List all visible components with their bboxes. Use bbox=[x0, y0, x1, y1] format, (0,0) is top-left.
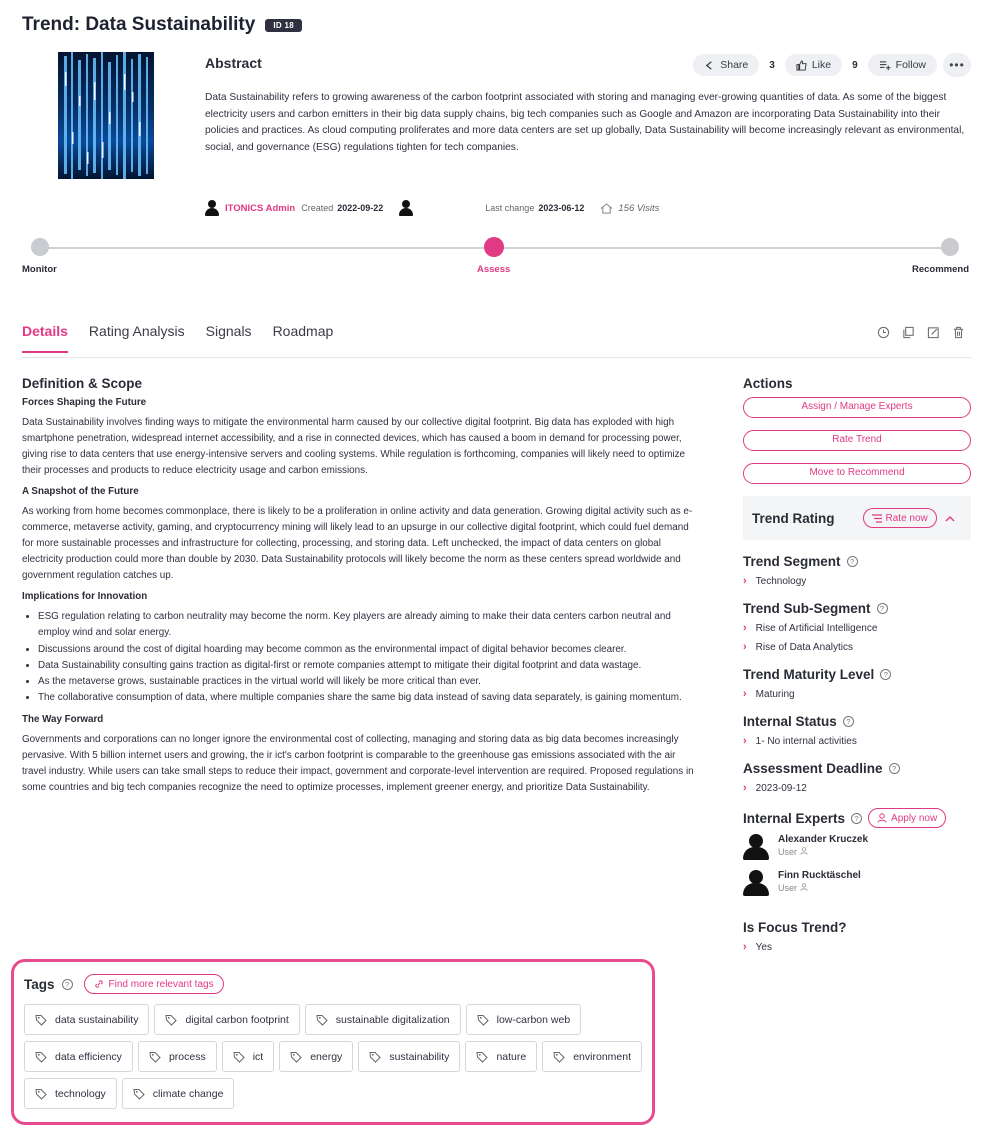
share-icon bbox=[704, 60, 715, 71]
tag-icon bbox=[477, 1014, 489, 1026]
help-icon[interactable]: ? bbox=[62, 979, 73, 990]
tag-chip[interactable] bbox=[24, 1041, 133, 1072]
subsegment-value: Rise of Data Analytics bbox=[755, 641, 853, 653]
trend-subsegment-section bbox=[743, 601, 971, 653]
expert-role: User bbox=[778, 883, 861, 893]
deadline-value-row bbox=[743, 782, 971, 794]
tab-divider bbox=[22, 357, 971, 358]
list-item: • As the metaverse grows, sustainable practices in the virtual world will likely be more critical than ever. bbox=[38, 674, 702, 690]
status-value: 1- No internal activities bbox=[755, 735, 857, 747]
tab-roadmap[interactable]: Roadmap bbox=[272, 323, 334, 339]
deadline-heading: Assessment Deadline bbox=[743, 761, 883, 776]
stage-label-monitor: Monitor bbox=[22, 264, 57, 275]
tag-chip[interactable] bbox=[358, 1041, 460, 1072]
tag-chip[interactable] bbox=[24, 1004, 149, 1035]
assign-experts-button[interactable]: Assign / Manage Experts bbox=[743, 397, 971, 418]
tag-chip[interactable] bbox=[305, 1004, 461, 1035]
way-forward-text: Governments and corporations can no longer ignore the environmental cost of collecting, managing and storing data as big data becomes increasingly pervasive. With 5 billion internet users and growing, the ir ict's carbon footprint is comparable to the greenhouse gas emissions associated with the air travel industry. While users can take small steps to reduce their impact, government and corporate-level intervention are required. Proposed regulations in some countries and big tech companies recognize the need to optimize processes, implement greener energy, and prioritize Data Sustainability. bbox=[22, 733, 694, 793]
focus-trend-heading: Is Focus Trend? bbox=[743, 920, 847, 935]
expert-name: Finn Rucktäschel bbox=[778, 870, 861, 881]
tag-chip[interactable] bbox=[138, 1041, 217, 1072]
expert-name: Alexander Kruczek bbox=[778, 834, 869, 845]
user-icon bbox=[800, 847, 808, 855]
data-server-image bbox=[58, 52, 154, 179]
list-item: • Data Sustainability consulting gains traction as digital-first or remote companies attempt to mitigate their digital footprint and data wastage. bbox=[38, 658, 702, 674]
visits-house-icon bbox=[600, 203, 613, 214]
like-count: 3 bbox=[769, 59, 775, 71]
tags-heading: Tags bbox=[24, 976, 55, 992]
chevron-right-icon: › bbox=[743, 688, 747, 700]
tag-icon bbox=[133, 1088, 145, 1100]
follow-count: 9 bbox=[852, 59, 858, 71]
top-actions bbox=[693, 53, 971, 77]
forces-text: Data Sustainability involves finding ways to mitigate the environmental harm caused by our collective digital footprint. Big data has exploded with high smartphone penetration, widespread internet accessibility, and a rise in connected devices, which has caused a boom in demand for processing power, giving rise to data centers that use energy-intensive servers and cooling systems. While regulation is forthcoming, companies will likely need to optimize their processes and products to reduce electricity usage and carbon emissions. bbox=[22, 417, 686, 477]
tag-label: environment bbox=[573, 1050, 631, 1063]
tag-label: energy bbox=[310, 1050, 343, 1063]
rate-now-label: Rate now bbox=[885, 512, 928, 524]
trend-segment-section bbox=[743, 554, 971, 587]
id-badge: ID 18 bbox=[265, 19, 302, 32]
maturity-value-row bbox=[743, 688, 971, 700]
trend-thumbnail bbox=[58, 52, 154, 179]
internal-status-heading: Internal Status bbox=[743, 714, 837, 729]
tag-chip[interactable] bbox=[465, 1041, 537, 1072]
delete-trash-icon[interactable] bbox=[952, 326, 965, 339]
link-icon bbox=[94, 979, 104, 989]
title-row bbox=[22, 14, 302, 36]
stage-dot-recommend[interactable] bbox=[941, 238, 959, 256]
focus-value: Yes bbox=[755, 941, 772, 953]
share-label: Share bbox=[720, 59, 749, 71]
tab-signals[interactable]: Signals bbox=[205, 323, 252, 339]
user-icon bbox=[800, 883, 808, 891]
like-button[interactable] bbox=[785, 54, 842, 76]
way-forward-heading: The Way Forward bbox=[22, 713, 104, 725]
internal-experts-heading: Internal Experts bbox=[743, 810, 846, 826]
maturity-heading: Trend Maturity Level bbox=[743, 667, 875, 682]
help-icon[interactable]: ? bbox=[851, 813, 862, 824]
trend-rating-label: Trend Rating bbox=[752, 510, 835, 526]
tag-label: nature bbox=[496, 1050, 527, 1063]
stage-label-recommend: Recommend bbox=[911, 264, 969, 275]
stage-dot-assess[interactable] bbox=[484, 237, 504, 257]
tag-label: technology bbox=[55, 1087, 106, 1100]
help-icon[interactable]: ? bbox=[889, 763, 900, 774]
subsegment-value-row bbox=[743, 641, 971, 653]
tab-details[interactable]: Details bbox=[22, 323, 68, 353]
help-icon[interactable]: ? bbox=[880, 669, 891, 680]
focus-value-row bbox=[743, 941, 971, 953]
deadline-section bbox=[743, 761, 971, 794]
meta-row bbox=[205, 200, 659, 216]
trend-rating-panel bbox=[743, 496, 971, 540]
tag-label: data sustainability bbox=[55, 1013, 139, 1026]
tag-chip[interactable] bbox=[279, 1041, 353, 1072]
tag-label: process bbox=[168, 1050, 206, 1063]
tags-header bbox=[24, 974, 224, 994]
deadline-value: 2023-09-12 bbox=[755, 782, 807, 794]
subsegment-value-row bbox=[743, 622, 971, 634]
chevron-right-icon: › bbox=[743, 782, 747, 794]
expert-avatar-icon bbox=[743, 870, 769, 896]
author-avatar-icon bbox=[205, 200, 219, 216]
apply-now-label: Apply now bbox=[891, 812, 938, 824]
focus-trend-section bbox=[743, 920, 971, 953]
tag-label: ict bbox=[252, 1050, 264, 1063]
maturity-value: Maturing bbox=[755, 688, 795, 700]
follow-label: Follow bbox=[895, 59, 926, 71]
apply-now-button[interactable] bbox=[868, 808, 946, 828]
tag-icon bbox=[290, 1051, 302, 1063]
tag-chip[interactable] bbox=[222, 1041, 275, 1072]
chevron-right-icon: › bbox=[743, 735, 747, 747]
actions-heading: Actions bbox=[743, 376, 793, 391]
chevron-right-icon: › bbox=[743, 622, 747, 634]
tag-chip[interactable] bbox=[466, 1004, 582, 1035]
tag-chip[interactable] bbox=[154, 1004, 299, 1035]
tag-list bbox=[24, 1004, 644, 1109]
edit-icon[interactable] bbox=[927, 326, 940, 339]
rate-trend-button[interactable]: Rate Trend bbox=[743, 430, 971, 451]
tag-icon bbox=[369, 1051, 381, 1063]
internal-experts-section bbox=[743, 808, 971, 896]
trend-subsegment-heading: Trend Sub-Segment bbox=[743, 601, 871, 616]
expert-role: User bbox=[778, 847, 868, 857]
tab-tools bbox=[877, 326, 965, 339]
details-content bbox=[22, 376, 702, 803]
page-title: Trend: Data Sustainability bbox=[22, 14, 256, 35]
rating-list-icon bbox=[872, 514, 882, 523]
chevron-right-icon: › bbox=[743, 641, 747, 653]
tag-chip[interactable] bbox=[122, 1078, 235, 1109]
follow-list-icon bbox=[879, 60, 891, 71]
last-change-date: 2023-06-12 bbox=[538, 203, 585, 213]
snapshot-text: As working from home becomes commonplace, there is likely to be a proliferation in online activity and data generation. Growing digital activity such as e-commerce, metaverse activity, gaming, and cryptocurrency mining will likely lead to an upsurge in our collective digital footprint, which could fuel demand for more sustainable processes and infrastructure for collecting, processing, and storing data. Left unchecked, the impact of data centers on global electricity production could more than double by 2030. Data Sustainability protocols will likely become the norm as these centers spread worldwide and government regulation catches up. bbox=[22, 506, 693, 582]
tag-label: sustainability bbox=[389, 1050, 450, 1063]
tag-icon bbox=[316, 1014, 328, 1026]
chevron-right-icon: › bbox=[743, 941, 747, 953]
segment-value: Technology bbox=[755, 575, 807, 587]
tag-icon bbox=[476, 1051, 488, 1063]
help-icon[interactable]: ? bbox=[847, 556, 858, 567]
move-to-recommend-button[interactable]: Move to Recommend bbox=[743, 463, 971, 484]
find-tags-button[interactable] bbox=[84, 974, 224, 994]
share-button[interactable] bbox=[693, 54, 759, 76]
tab-rating-analysis[interactable]: Rating Analysis bbox=[88, 323, 185, 339]
maturity-section bbox=[743, 667, 971, 700]
implications-list bbox=[22, 609, 702, 705]
editor-avatar-icon bbox=[399, 200, 413, 216]
tag-label: sustainable digitalization bbox=[335, 1013, 450, 1026]
list-item: • Discussions around the cost of digital hoarding may become common as the environmental impact of digital behavior becomes clearer. bbox=[38, 642, 702, 658]
tag-icon bbox=[553, 1051, 565, 1063]
snapshot-heading: A Snapshot of the Future bbox=[22, 486, 139, 498]
more-options-button[interactable]: ••• bbox=[943, 53, 971, 77]
tag-icon bbox=[233, 1051, 245, 1063]
user-icon bbox=[877, 813, 887, 823]
tag-label: data efficiency bbox=[55, 1050, 122, 1063]
tag-icon bbox=[35, 1051, 47, 1063]
forces-heading: Forces Shaping the Future bbox=[22, 397, 147, 408]
created-label: Created bbox=[301, 203, 334, 213]
visits-count: 156 Visits bbox=[618, 202, 660, 214]
expert-avatar-icon bbox=[743, 834, 769, 860]
history-icon[interactable] bbox=[877, 326, 890, 339]
tag-label: low-carbon web bbox=[496, 1013, 571, 1026]
tag-icon bbox=[35, 1014, 47, 1026]
tag-label: climate change bbox=[152, 1087, 224, 1100]
tag-chip[interactable] bbox=[542, 1041, 642, 1072]
rate-now-button[interactable] bbox=[863, 508, 937, 528]
duplicate-icon[interactable] bbox=[902, 326, 915, 339]
follow-button[interactable] bbox=[868, 54, 937, 76]
chevron-up-icon[interactable] bbox=[945, 515, 955, 522]
list-item: • ESG regulation relating to carbon neutrality may become the norm. Key players are already aiming to make their data centers carbon neutral and employ wind and solar energy. bbox=[38, 609, 702, 641]
implications-heading: Implications for Innovation bbox=[22, 591, 148, 603]
stage-dot-monitor[interactable] bbox=[31, 238, 49, 256]
like-label: Like bbox=[811, 59, 832, 71]
abstract-heading: Abstract bbox=[205, 55, 262, 71]
chevron-right-icon: › bbox=[743, 575, 747, 587]
tag-icon bbox=[149, 1051, 161, 1063]
abstract-text: Data Sustainability refers to growing awareness of the carbon footprint associated with storing and managing ever-growing quantities of data. As some of the biggest electricity users and carbon emitters in their big data supply chains, big tech companies such as Google and Amazon are incorporating Data Sustainability into their policies and practices. As cloud computing proliferates and more data centers are set up globally, Data Sustainability will become increasingly relevant as environmental, social, and governance (ESG) regulations tighten for tech companies. bbox=[205, 92, 965, 153]
trend-segment-heading: Trend Segment bbox=[743, 554, 841, 569]
status-value-row bbox=[743, 735, 971, 747]
list-item: • The collaborative consumption of data, where multiple companies share the same big data instead of saving data separately, is gaining momentum. bbox=[38, 690, 702, 706]
segment-value-row bbox=[743, 575, 971, 587]
help-icon[interactable]: ? bbox=[843, 716, 854, 727]
last-change-label: Last change bbox=[485, 203, 535, 213]
author-link[interactable]: ITONICS Admin bbox=[225, 202, 296, 214]
expert-item[interactable] bbox=[743, 870, 971, 896]
tag-icon bbox=[35, 1088, 47, 1100]
sidebar bbox=[743, 376, 971, 967]
internal-status-section bbox=[743, 714, 971, 747]
expert-item[interactable] bbox=[743, 834, 971, 860]
tag-label: digital carbon footprint bbox=[185, 1013, 289, 1026]
thumbs-up-icon bbox=[796, 60, 807, 71]
subsegment-value: Rise of Artificial Intelligence bbox=[755, 622, 878, 634]
created-date: 2022-09-22 bbox=[337, 203, 384, 213]
stage-label-assess: Assess bbox=[477, 264, 511, 275]
tab-bar bbox=[22, 323, 333, 353]
tags-section bbox=[11, 959, 655, 1125]
tag-chip[interactable] bbox=[24, 1078, 117, 1109]
help-icon[interactable]: ? bbox=[877, 603, 888, 614]
find-tags-label: Find more relevant tags bbox=[108, 978, 214, 990]
definition-heading: Definition & Scope bbox=[22, 376, 143, 391]
tag-icon bbox=[165, 1014, 177, 1026]
